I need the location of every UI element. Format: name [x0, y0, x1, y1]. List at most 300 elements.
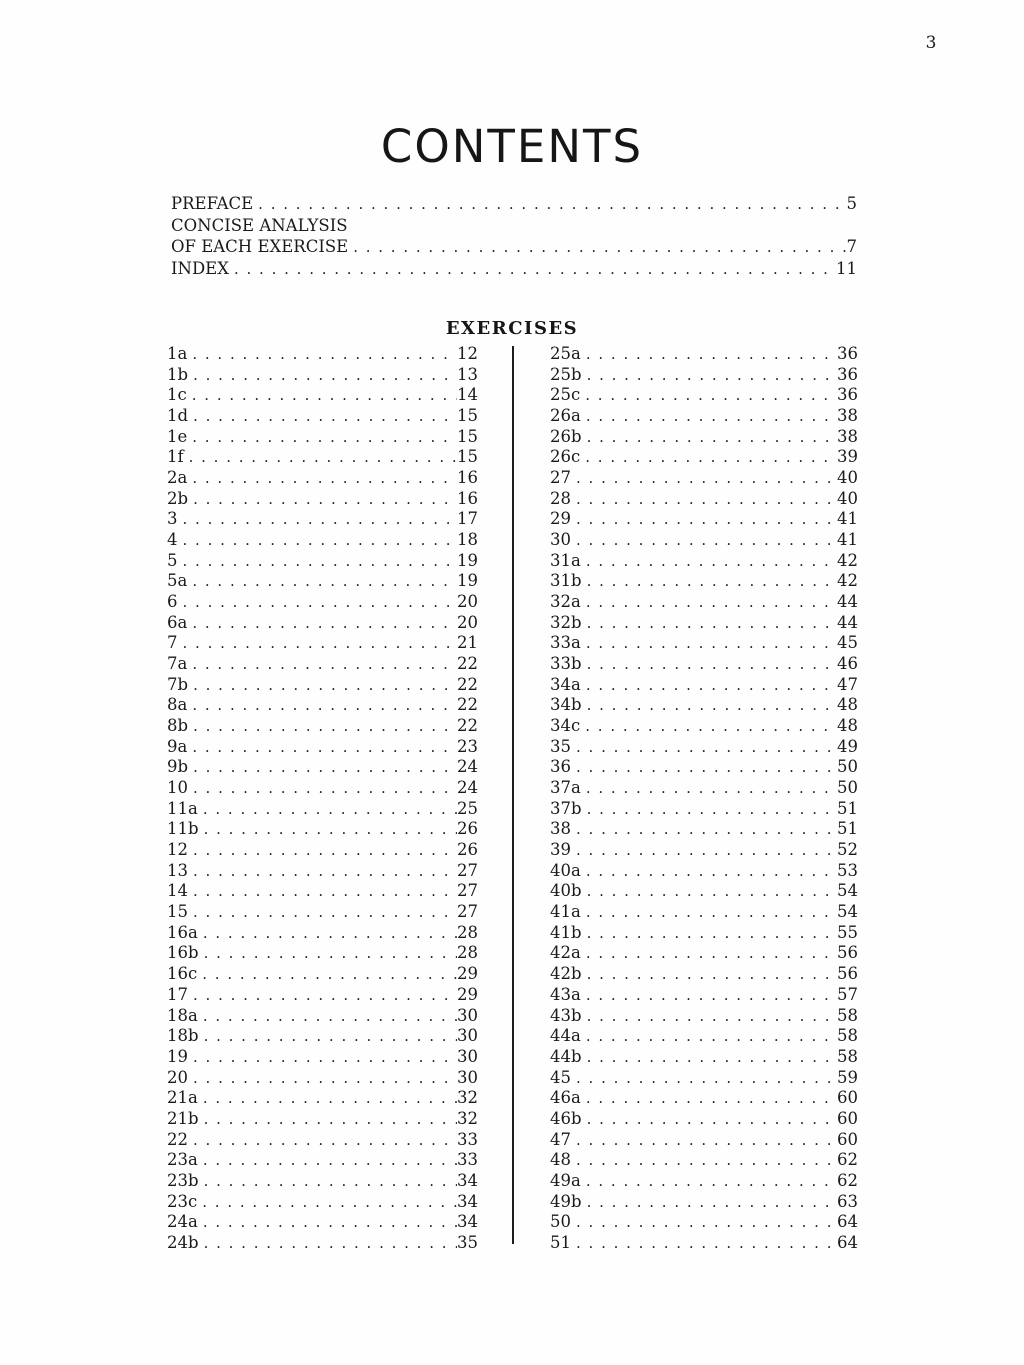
exercise-page-number: 20: [457, 592, 478, 612]
dot-leader: [203, 1006, 457, 1025]
exercise-page-number: 27: [457, 902, 478, 922]
exercise-label: 2a: [167, 468, 188, 488]
dot-leader: [193, 861, 457, 880]
dot-leader: [576, 1150, 837, 1169]
dot-leader: [204, 1109, 457, 1128]
exercise-row: [167, 985, 478, 1006]
dot-leader: [193, 365, 457, 384]
exercise-page-number: 64: [837, 1232, 858, 1252]
exercise-label: 43b: [550, 1005, 582, 1025]
dot-leader: [193, 1068, 457, 1087]
exercise-page-number: 34: [457, 1212, 478, 1232]
dot-leader: [193, 489, 457, 508]
exercise-row: [167, 489, 478, 510]
dot-leader: [576, 840, 837, 859]
exercise-page-number: 14: [457, 385, 478, 405]
dot-leader: [193, 1047, 457, 1066]
exercise-page-number: 56: [837, 943, 858, 963]
exercise-label: 1a: [167, 344, 188, 363]
exercise-page-number: 29: [457, 984, 478, 1004]
exercise-row: [167, 675, 478, 696]
exercise-label: 24b: [167, 1232, 199, 1252]
dot-leader: [586, 778, 837, 797]
exercise-row: [550, 1233, 858, 1254]
dot-leader: [576, 1068, 837, 1087]
exercise-page-number: 46: [837, 654, 858, 674]
exercise-label: 17: [167, 984, 188, 1004]
exercise-label: 8b: [167, 716, 189, 736]
exercise-row: [550, 1026, 858, 1047]
exercise-label: 44a: [550, 1026, 581, 1046]
exercise-row: [550, 799, 858, 820]
exercise-page-number: 50: [837, 778, 858, 798]
exercise-row: [550, 1088, 858, 1109]
exercise-row: [167, 365, 478, 386]
exercise-label: 9b: [167, 757, 189, 777]
column-divider-rule: [512, 346, 514, 1244]
dot-leader: [193, 985, 457, 1004]
exercise-page-number: 58: [837, 1026, 858, 1046]
dot-leader: [204, 1233, 457, 1252]
exercise-row: [167, 654, 478, 675]
exercise-label: 27: [550, 468, 571, 488]
dot-leader: [203, 1212, 457, 1231]
exercise-row: [550, 1068, 858, 1089]
exercise-label: 49b: [550, 1191, 582, 1211]
dot-leader: [586, 943, 837, 962]
exercise-label: 1f: [167, 447, 184, 467]
exercise-label: 35: [550, 736, 571, 756]
dot-leader: [587, 654, 837, 673]
exercise-page-number: 51: [837, 798, 858, 818]
exercise-page-number: 13: [457, 364, 478, 384]
exercise-label: 37b: [550, 798, 582, 818]
exercise-label: 1c: [167, 385, 187, 405]
exercise-row: [167, 447, 478, 468]
exercise-row: [550, 427, 858, 448]
exercise-page-number: 16: [457, 488, 478, 508]
exercise-label: 38: [550, 819, 571, 839]
exercise-row: [550, 778, 858, 799]
exercise-label: 51: [550, 1232, 571, 1252]
dot-leader: [192, 695, 457, 714]
exercise-row: [167, 757, 478, 778]
exercise-label: 23a: [167, 1150, 198, 1170]
exercise-label: 26b: [550, 426, 582, 446]
exercise-label: 45: [550, 1067, 571, 1087]
exercise-label: 6a: [167, 612, 188, 632]
exercise-row: [167, 427, 478, 448]
exercise-page-number: 20: [457, 612, 478, 632]
exercise-label: 9a: [167, 736, 188, 756]
dot-leader: [587, 964, 837, 983]
exercise-label: 28: [550, 488, 571, 508]
dot-leader: [587, 1109, 837, 1128]
exercise-row: [550, 344, 858, 365]
exercise-page-number: 15: [457, 406, 478, 426]
exercise-row: [550, 385, 858, 406]
exercise-page-number: 23: [457, 736, 478, 756]
exercise-label: 42a: [550, 943, 581, 963]
exercise-page-number: 40: [837, 468, 858, 488]
front-matter-row-index: [171, 259, 857, 281]
dot-leader: [576, 737, 837, 756]
exercise-page-number: 60: [837, 1088, 858, 1108]
dot-leader: [587, 1192, 837, 1211]
exercise-label: 1d: [167, 406, 189, 426]
exercise-page-number: 48: [837, 716, 858, 736]
exercise-label: 3: [167, 509, 178, 529]
exercise-label: 5a: [167, 571, 188, 591]
dot-leader: [193, 757, 457, 776]
dot-leader: [586, 551, 837, 570]
dot-leader: [192, 571, 457, 590]
exercise-page-number: 24: [457, 778, 478, 798]
exercise-label: 4: [167, 530, 178, 550]
exercise-row: [550, 964, 858, 985]
exercise-page-number: 30: [457, 1026, 478, 1046]
exercise-label: 33b: [550, 654, 582, 674]
exercise-label: 32a: [550, 592, 581, 612]
exercise-row: [550, 551, 858, 572]
dot-leader: [192, 385, 457, 404]
exercise-label: 24a: [167, 1212, 198, 1232]
exercise-label: 6: [167, 592, 178, 612]
exercise-row: [167, 406, 478, 427]
exercise-page-number: 36: [837, 364, 858, 384]
front-matter-label: INDEX: [171, 258, 229, 278]
exercise-row: [550, 489, 858, 510]
front-matter-page-number: 5: [846, 194, 857, 213]
exercise-label: 7a: [167, 654, 188, 674]
dot-leader: [576, 489, 837, 508]
front-matter-list: [171, 194, 857, 280]
exercise-row: [550, 840, 858, 861]
exercise-row: [167, 902, 478, 923]
dot-leader: [203, 1088, 457, 1107]
exercise-label: 43a: [550, 984, 581, 1004]
exercise-row: [550, 1192, 858, 1213]
exercise-label: 34c: [550, 716, 581, 736]
dot-leader: [587, 1047, 837, 1066]
exercise-row: [550, 1171, 858, 1192]
dot-leader: [193, 881, 457, 900]
exercises-list: [0, 344, 1024, 1264]
exercise-row: [550, 819, 858, 840]
exercise-page-number: 53: [837, 860, 858, 880]
front-matter-row-concise-analysis: [171, 216, 857, 238]
exercise-row: [167, 1171, 478, 1192]
exercise-label: 12: [167, 840, 188, 860]
exercise-page-number: 51: [837, 819, 858, 839]
dot-leader: [204, 943, 457, 962]
dot-leader: [576, 1212, 837, 1231]
exercise-row: [550, 881, 858, 902]
dot-leader: [192, 737, 457, 756]
exercise-label: 32b: [550, 612, 582, 632]
exercise-label: 44b: [550, 1046, 582, 1066]
dot-leader: [192, 654, 457, 673]
dot-leader: [193, 675, 457, 694]
exercise-row: [167, 1233, 478, 1254]
dot-leader: [193, 778, 457, 797]
exercise-page-number: 62: [837, 1170, 858, 1190]
dot-leader: [587, 613, 837, 632]
dot-leader: [576, 1233, 837, 1252]
dot-leader: [202, 964, 457, 983]
exercise-row: [550, 861, 858, 882]
exercise-label: 1b: [167, 364, 189, 384]
exercise-page-number: 27: [457, 860, 478, 880]
exercise-row: [167, 923, 478, 944]
dot-leader: [587, 427, 837, 446]
dot-leader: [586, 985, 837, 1004]
exercise-page-number: 17: [457, 509, 478, 529]
page-title: CONTENTS: [380, 120, 644, 174]
dot-leader: [585, 716, 837, 735]
exercise-row: [550, 757, 858, 778]
exercise-page-number: 29: [457, 964, 478, 984]
exercise-label: 21a: [167, 1088, 198, 1108]
exercise-row: [550, 943, 858, 964]
exercise-page-number: 26: [457, 840, 478, 860]
exercise-page-number: 60: [837, 1108, 858, 1128]
dot-leader: [586, 675, 837, 694]
exercise-label: 49a: [550, 1170, 581, 1190]
dot-leader: [586, 902, 837, 921]
exercise-label: 23c: [167, 1191, 198, 1211]
front-matter-page-number: 7: [846, 237, 857, 256]
front-matter-label: PREFACE: [171, 194, 254, 213]
dot-leader: [585, 447, 837, 466]
exercise-label: 11a: [167, 798, 198, 818]
dot-leader: [183, 551, 458, 570]
dot-leader: [192, 468, 457, 487]
exercise-label: 22: [167, 1129, 188, 1149]
exercise-label: 25b: [550, 364, 582, 384]
exercise-row: [167, 1212, 478, 1233]
exercise-page-number: 54: [837, 881, 858, 901]
exercise-row: [167, 530, 478, 551]
exercise-row: [167, 778, 478, 799]
exercise-row: [550, 923, 858, 944]
exercise-page-number: 22: [457, 674, 478, 694]
exercise-label: 31b: [550, 571, 582, 591]
exercise-label: 46b: [550, 1108, 582, 1128]
exercise-page-number: 45: [837, 633, 858, 653]
exercise-row: [550, 695, 858, 716]
exercise-label: 18b: [167, 1026, 199, 1046]
exercise-label: 25a: [550, 344, 581, 363]
exercise-label: 7b: [167, 674, 189, 694]
dot-leader: [193, 840, 457, 859]
dot-leader: [183, 530, 458, 549]
exercise-page-number: 18: [457, 530, 478, 550]
exercise-page-number: 50: [837, 757, 858, 777]
exercise-row: [167, 1192, 478, 1213]
exercise-page-number: 30: [457, 1005, 478, 1025]
dot-leader: [193, 1130, 457, 1149]
exercise-row: [167, 592, 478, 613]
dot-leader: [586, 1088, 837, 1107]
dot-leader: [586, 633, 837, 652]
exercise-row: [167, 819, 478, 840]
exercise-row: [550, 1212, 858, 1233]
exercise-page-number: 44: [837, 612, 858, 632]
exercise-page-number: 57: [837, 984, 858, 1004]
dot-leader: [576, 509, 837, 528]
front-matter-page-number: 11: [836, 258, 857, 278]
exercise-row: [167, 468, 478, 489]
exercise-row: [550, 571, 858, 592]
exercise-row: [550, 633, 858, 654]
exercise-page-number: 41: [837, 530, 858, 550]
exercise-label: 18a: [167, 1005, 198, 1025]
exercise-page-number: 42: [837, 571, 858, 591]
dot-leader: [192, 613, 457, 632]
exercise-label: 46a: [550, 1088, 581, 1108]
exercise-page-number: 47: [837, 674, 858, 694]
dot-leader: [193, 902, 457, 921]
exercise-row: [167, 633, 478, 654]
dot-leader: [183, 592, 458, 611]
exercise-label: 31a: [550, 550, 581, 570]
exercise-row: [550, 1130, 858, 1151]
exercise-page-number: 25: [457, 798, 478, 818]
exercise-label: 34b: [550, 695, 582, 715]
exercise-row: [167, 799, 478, 820]
exercise-page-number: 28: [457, 943, 478, 963]
exercise-label: 16a: [167, 922, 198, 942]
exercise-page-number: 30: [457, 1046, 478, 1066]
exercises-column-right: [550, 344, 858, 1254]
dot-leader: [586, 592, 837, 611]
dot-leader: [192, 427, 457, 446]
dot-leader: [587, 1006, 837, 1025]
exercise-page-number: 63: [837, 1191, 858, 1211]
exercise-row: [167, 571, 478, 592]
exercise-label: 23b: [167, 1170, 199, 1190]
exercise-row: [167, 716, 478, 737]
front-matter-row-preface: [171, 194, 857, 216]
exercise-row: [167, 1088, 478, 1109]
dot-leader: [576, 1130, 837, 1149]
exercise-label: 16c: [167, 964, 198, 984]
exercise-page-number: 55: [837, 922, 858, 942]
dot-leader: [203, 923, 457, 942]
exercise-page-number: 22: [457, 716, 478, 736]
exercise-row: [167, 943, 478, 964]
exercise-label: 34a: [550, 674, 581, 694]
exercise-page-number: 22: [457, 695, 478, 715]
exercises-column-left: [167, 344, 478, 1254]
dot-leader: [192, 344, 457, 363]
exercise-label: 29: [550, 509, 571, 529]
exercise-label: 47: [550, 1129, 571, 1149]
exercise-page-number: 36: [837, 344, 858, 363]
exercise-row: [167, 881, 478, 902]
exercise-row: [550, 509, 858, 530]
exercise-row: [167, 551, 478, 572]
dot-leader: [183, 509, 458, 528]
exercise-row: [167, 1150, 478, 1171]
exercise-label: 26a: [550, 406, 581, 426]
dot-leader: [586, 861, 837, 880]
exercise-page-number: 59: [837, 1067, 858, 1087]
exercise-row: [550, 902, 858, 923]
exercise-row: [167, 1026, 478, 1047]
exercise-label: 15: [167, 902, 188, 922]
dot-leader: [203, 799, 457, 818]
exercise-label: 40b: [550, 881, 582, 901]
dot-leader: [587, 881, 837, 900]
exercise-page-number: 30: [457, 1067, 478, 1087]
exercise-page-number: 34: [457, 1170, 478, 1190]
exercise-row: [550, 592, 858, 613]
dot-leader: [586, 1026, 837, 1045]
exercise-page-number: 60: [837, 1129, 858, 1149]
exercise-label: 7: [167, 633, 178, 653]
dot-leader: [234, 259, 836, 278]
exercise-label: 42b: [550, 964, 582, 984]
exercise-page-number: 54: [837, 902, 858, 922]
exercise-row: [167, 1047, 478, 1068]
exercise-row: [550, 1150, 858, 1171]
dot-leader: [353, 237, 846, 256]
exercise-row: [167, 1006, 478, 1027]
exercise-row: [550, 1006, 858, 1027]
exercise-page-number: 16: [457, 468, 478, 488]
exercise-label: 30: [550, 530, 571, 550]
exercise-page-number: 38: [837, 406, 858, 426]
exercise-row: [167, 964, 478, 985]
exercise-page-number: 33: [457, 1150, 478, 1170]
exercise-page-number: 27: [457, 881, 478, 901]
exercise-page-number: 41: [837, 509, 858, 529]
dot-leader: [193, 406, 457, 425]
exercise-label: 13: [167, 860, 188, 880]
exercise-row: [167, 1109, 478, 1130]
exercise-label: 37a: [550, 778, 581, 798]
exercise-row: [167, 861, 478, 882]
exercise-label: 5: [167, 550, 178, 570]
exercise-page-number: 58: [837, 1005, 858, 1025]
exercise-row: [550, 530, 858, 551]
exercise-page-number: 19: [457, 571, 478, 591]
exercise-label: 48: [550, 1150, 571, 1170]
exercise-label: 40a: [550, 860, 581, 880]
front-matter-label: CONCISE ANALYSIS: [171, 215, 348, 235]
exercise-page-number: 42: [837, 550, 858, 570]
dot-leader: [585, 385, 837, 404]
exercise-page-number: 32: [457, 1108, 478, 1128]
dot-leader: [576, 530, 837, 549]
exercise-label: 16b: [167, 943, 199, 963]
exercise-row: [550, 468, 858, 489]
exercise-row: [550, 985, 858, 1006]
exercise-row: [167, 695, 478, 716]
exercise-row: [550, 675, 858, 696]
dot-leader: [183, 633, 458, 652]
dot-leader: [189, 447, 457, 466]
exercise-page-number: 48: [837, 695, 858, 715]
exercise-label: 14: [167, 881, 188, 901]
exercise-page-number: 24: [457, 757, 478, 777]
front-matter-label: OF EACH EXERCISE: [171, 237, 349, 256]
exercise-row: [550, 406, 858, 427]
exercise-page-number: 36: [837, 385, 858, 405]
exercise-page-number: 38: [837, 426, 858, 446]
